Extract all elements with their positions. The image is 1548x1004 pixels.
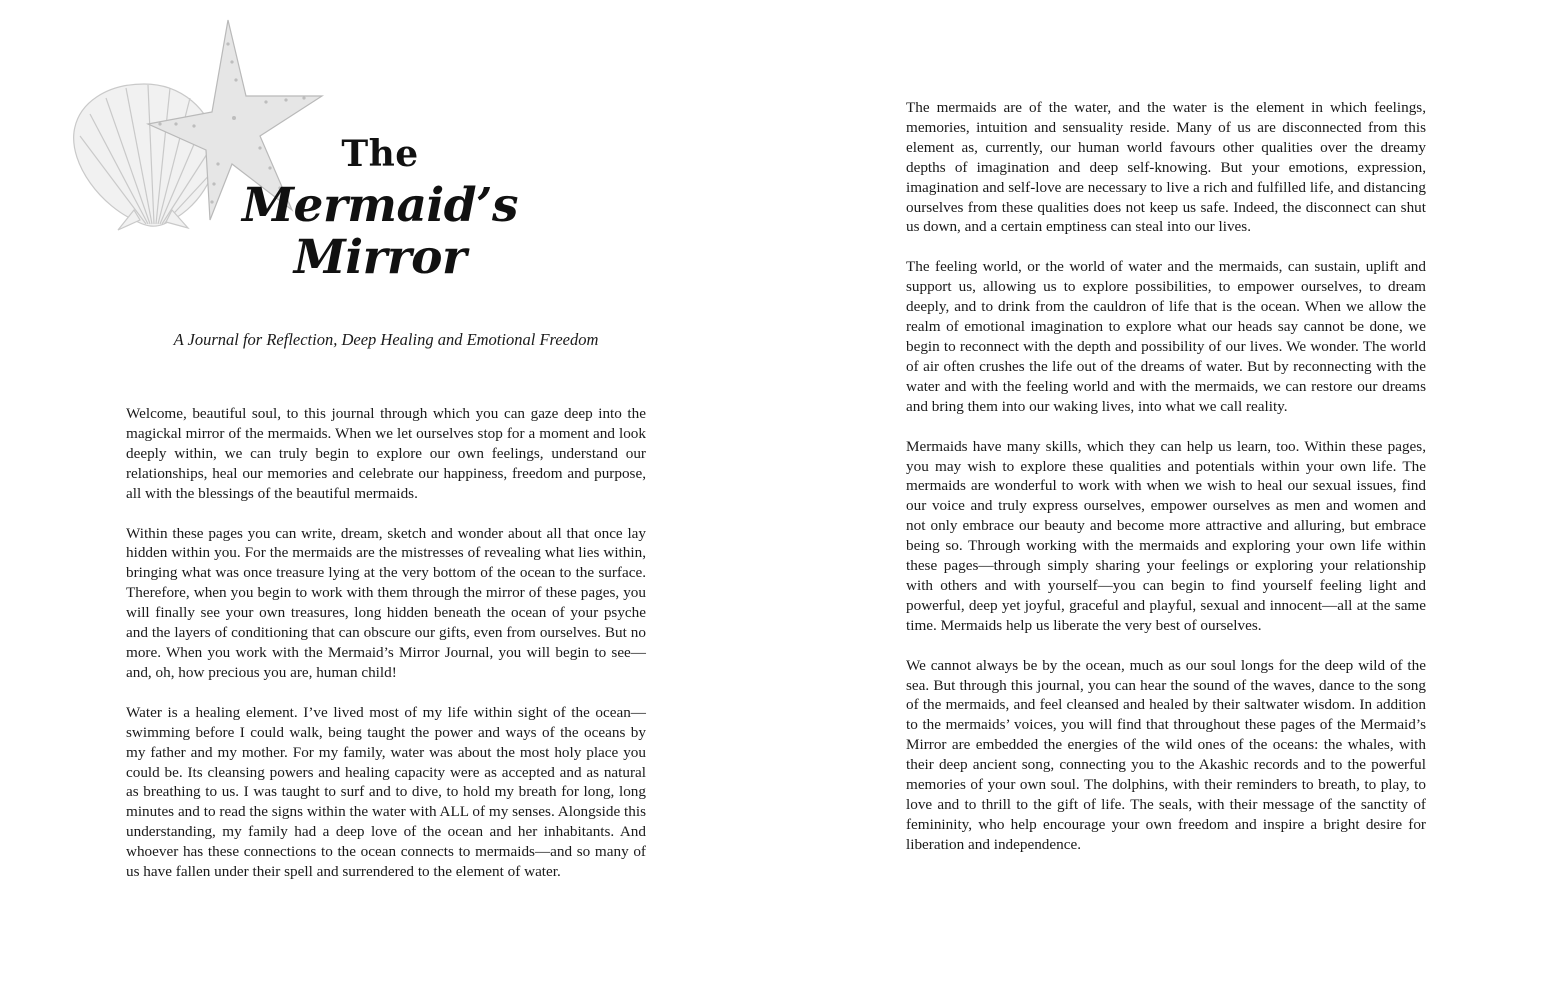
- paragraph: Within these pages you can write, dream, sketch and wonder about all that once lay hidden within you. For the mermaids are the mistresses of revealing what lies within, bringing what was once treasure lying at the very bottom of the ocean to the surface. Therefore, when you begin to work with them through the mirror of these pages, you will finally see your own treasures, long hidden beneath the ocean of your psyche and the layers of conditioning that can obscure our gifts, even from ourselves. But no more. When you work with the Mermaid’s Mirror Journal, you will begin to see—and, oh, how precious you are, human child!: [126, 524, 646, 681]
- paragraph: We cannot always be by the ocean, much as our soul longs for the deep wild of the sea. But through this journal, you can hear the sound of the waves, dance to the song of the mermaids, and feel cleansed and healed by their saltwater wisdom. In addition to the mermaids’ voices, you will find that throughout these pages of the Mermaid’s Mirror are embedded the energies of the wild ones of the oceans: the whales, with their deep ancient song, connecting you to the Akashic records and to the powerful memories of your own soul. The dolphins, with their reminders to breath, to play, to love and to thrill to the gift of life. The seals, with their message of the sanctity of femininity, who help encourage your own freedom and inspire a bright desire for liberation and independence.: [906, 656, 1426, 853]
- paragraph: Welcome, beautiful soul, to this journal through which you can gaze deep into the magickal mirror of the mermaids. When we let ourselves stop for a moment and look deeply within, we can truly begin to explore our own feelings, understand our relationships, heal our memories and celebrate our happiness, freedom and purpose, all with the blessings of the beautiful mermaids.: [126, 405, 646, 502]
- book-title-line-2: Mermaid’s: [242, 178, 518, 233]
- paragraph: The feeling world, or the world of water and the mermaids, can sustain, uplift and support us, allowing us to explore possibilities, to empower ourselves, to dream deeply, and to drink from the cauldron of life that is the ocean. When we allow the realm of emotional imagination to explore what our heads say cannot be done, we begin to reconnect with the depth and possibility of our lives. We wonder. The world of air often crushes the life out of the dreams of water. But by reconnecting with the water and with the feeling world and with the mermaids, we can restore our dreams and bring them into our waking lives, into what we call reality.: [906, 258, 1426, 415]
- book-title: [200, 128, 560, 284]
- book-title-line-1: The: [341, 133, 419, 175]
- paragraph: Water is a healing element. I’ve lived most of my life within sight of the ocean—swimming before I could walk, being taught the power and ways of the oceans by my father and my mother. For my family, water was about the most holy place you could be. Its cleansing powers and healing capacity were as accepted and as natural as breathing to us. I was taught to surf and to dive, to hold my breath for long, long minutes and to read the signs within the water with ALL of my senses. Alongside this understanding, my family had a deep love of the ocean and her inhabitants. And whoever has these connections to the ocean connects to mermaids—and so many of us have fallen under their spell and surrendered to the element of water.: [126, 703, 646, 881]
- paragraph: The mermaids are of the water, and the water is the element in which feelings, memories, intuition and sensuality reside. Many of us are disconnected from this element as, currently, our human world favours other qualities over the dreamy depths of imagination and deep self-knowing. But your emotions, expression, imagination and self-love are necessary to live a rich and fulfilled life, and distancing ourselves from these qualities does not keep us safe. Indeed, the disconnect can shut us down, and a certain emptiness can steal into our lives.: [906, 99, 1426, 236]
- book-subtitle: A Journal for Reflection, Deep Healing and Emotional Freedom: [173, 330, 599, 349]
- paragraph: Mermaids have many skills, which they can help us learn, too. Within these pages, you may wish to explore these qualities and potentials within your own life. The mermaids are wonderful to work with when we wish to heal our sexual issues, find our voice and truly express ourselves, empower ourselves as men and women and not only embrace our beauty and become more attractive and alluring, but embrace being so. Through working with the mermaids and exploring your own life within these pages—through simply sharing your feelings or exploring your relationship with others and with yourself—you can begin to find yourself feeling light and powerful, deep yet joyful, graceful and playful, sexual and innocent—all at the same time. Mermaids help us liberate the very best of ourselves.: [906, 437, 1426, 634]
- scallop-shell-icon: [74, 84, 217, 230]
- left-page-body: [126, 404, 646, 902]
- right-page: [774, 0, 1548, 1004]
- right-page-body: [906, 98, 1426, 875]
- book-title-line-3: Mirror: [293, 230, 467, 285]
